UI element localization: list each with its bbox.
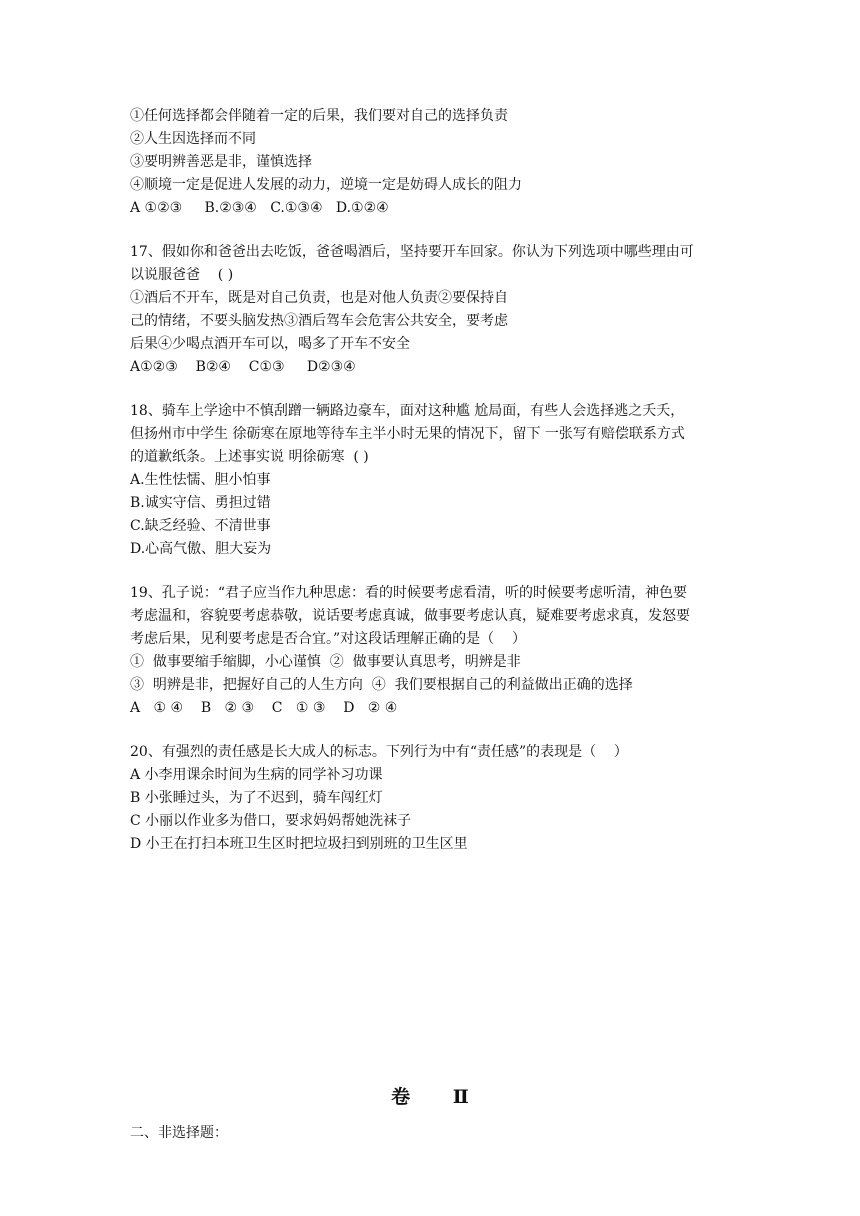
q20-option-a: A 小李用课余时间为生病的同学补习功课 xyxy=(130,767,383,783)
q17-answer-choices: A①②③ B②④ C①③ D②③④ xyxy=(130,359,356,375)
q16-statement-4: ④顺境一定是促进人发展的动力，逆境一定是妨碍人成长的阻力 xyxy=(130,177,522,193)
question-20 xyxy=(130,741,740,856)
q19-statements-line-1: ① 做事要缩手缩脚，小心谨慎 ② 做事要认真思考，明辨是非 xyxy=(130,654,521,670)
section-title-non-choice: 二、非选择题： xyxy=(130,1125,228,1141)
q16-statement-3: ③要明辨善恶是非，谨慎选择 xyxy=(130,154,312,170)
part-two-heading: 卷 Ⅱ xyxy=(391,1086,487,1108)
q20-option-b: B 小张睡过头，为了不迟到，骑车闯红灯 xyxy=(130,790,383,806)
q17-statements-line-3: 后果④少喝点酒开车可以，喝多了开车不安全 xyxy=(130,336,410,352)
q16-statement-1: ①任何选择都会伴随着一定的后果，我们要对自己的选择负责 xyxy=(130,108,508,124)
q19-stem-line-3: 考虑后果，见利要考虑是否合宜。”对这段话理解正确的是（ ） xyxy=(130,631,526,647)
q17-stem-line-2: 以说服爸爸 ( ) xyxy=(130,267,234,283)
q19-statements-line-2: ③ 明辨是非，把握好自己的人生方向 ④ 我们要根据自己的利益做出正确的选择 xyxy=(130,677,633,693)
q17-statements-line-2: 己的情绪，不要头脑发热③酒后驾车会危害公共安全，要考虑 xyxy=(130,313,508,329)
q18-option-c: C.缺乏经验、不清世事 xyxy=(130,518,271,534)
q20-option-d: D 小王在打扫本班卫生区时把垃圾扫到别班的卫生区里 xyxy=(130,836,468,852)
q19-answer-choices: A ① ④ B ② ③ C ① ③ D ② ④ xyxy=(130,700,398,716)
q20-option-c: C 小丽以作业多为借口，要求妈妈帮她洗袜子 xyxy=(130,813,412,829)
question-17 xyxy=(130,241,740,379)
q17-stem-line-1: 17、假如你和爸爸出去吃饭，爸爸喝酒后，坚持要开车回家。你认为下列选项中哪些理由可 xyxy=(130,244,694,260)
q18-option-d: D.心高气傲、胆大妄为 xyxy=(130,541,272,557)
q18-option-b: B.诚实守信、勇担过错 xyxy=(130,495,271,511)
q20-stem: 20、有强烈的责任感是长大成人的标志。下列行为中有“责任感”的表现是（ ） xyxy=(130,744,628,760)
q18-stem-line-2: 但扬州市中学生 徐砺寒在原地等待车主半小时无果的情况下，留下 一张写有赔偿联系方式 xyxy=(130,426,685,442)
q18-option-a: A.生性怯懦、胆小怕事 xyxy=(130,472,271,488)
q19-stem-line-2: 考虑温和，容貌要考虑恭敬，说话要考虑真诚，做事要考虑认真，疑难要考虑求真，发怒要 xyxy=(130,608,690,624)
question-16-options xyxy=(130,105,740,220)
questions-content xyxy=(130,105,740,877)
q19-stem-line-1: 19、孔子说：“君子应当作九种思虑：看的时候要考虑看清，听的时候要考虑听清，神色要 xyxy=(130,585,687,601)
question-18 xyxy=(130,400,740,561)
q16-statement-2: ②人生因选择而不同 xyxy=(130,131,256,147)
q16-answer-choices: A ①②③ B.②③④ C.①③④ D.①②④ xyxy=(130,200,389,216)
question-19 xyxy=(130,582,740,720)
q18-stem-line-1: 18、骑车上学途中不慎刮蹭一辆路边豪车，面对这种尴 尬局面，有些人会选择逃之夭夭， xyxy=(130,403,685,419)
q17-statements-line-1: ①酒后不开车，既是对自己负责，也是对他人负责②要保持自 xyxy=(130,290,508,306)
q18-stem-line-3: 的道歉纸条。上述事实说 明徐砺寒 ( ) xyxy=(130,449,369,465)
